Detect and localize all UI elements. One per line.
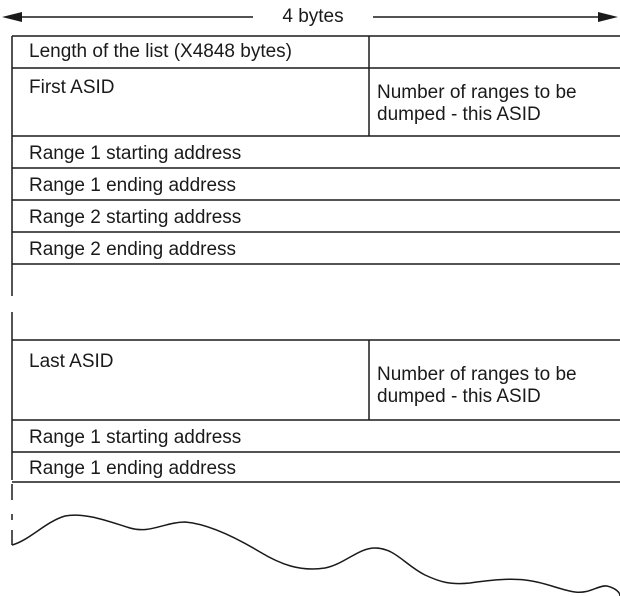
range-row: Range 1 ending address [29,458,237,479]
list-length-label: Length of the list (X4848 bytes) [29,41,292,62]
range-row: Range 2 ending address [29,239,237,260]
torn-edge [12,515,620,596]
first-asid-label: First ASID [29,77,115,98]
last-ranges-count-label-line1: Number of ranges to be [377,364,577,385]
width-label: 4 bytes [253,6,373,28]
range-row: Range 2 starting address [29,207,242,228]
first-ranges-count-label-line1: Number of ranges to be [377,82,577,103]
range-row: Range 1 starting address [29,427,242,448]
last-ranges-count-label-line2: dumped - this ASID [377,386,541,407]
first-ranges-count-label-line2: dumped - this ASID [377,104,541,125]
last-asid-label: Last ASID [29,351,114,372]
range-row: Range 1 starting address [29,143,242,164]
range-row: Range 1 ending address [29,175,237,196]
